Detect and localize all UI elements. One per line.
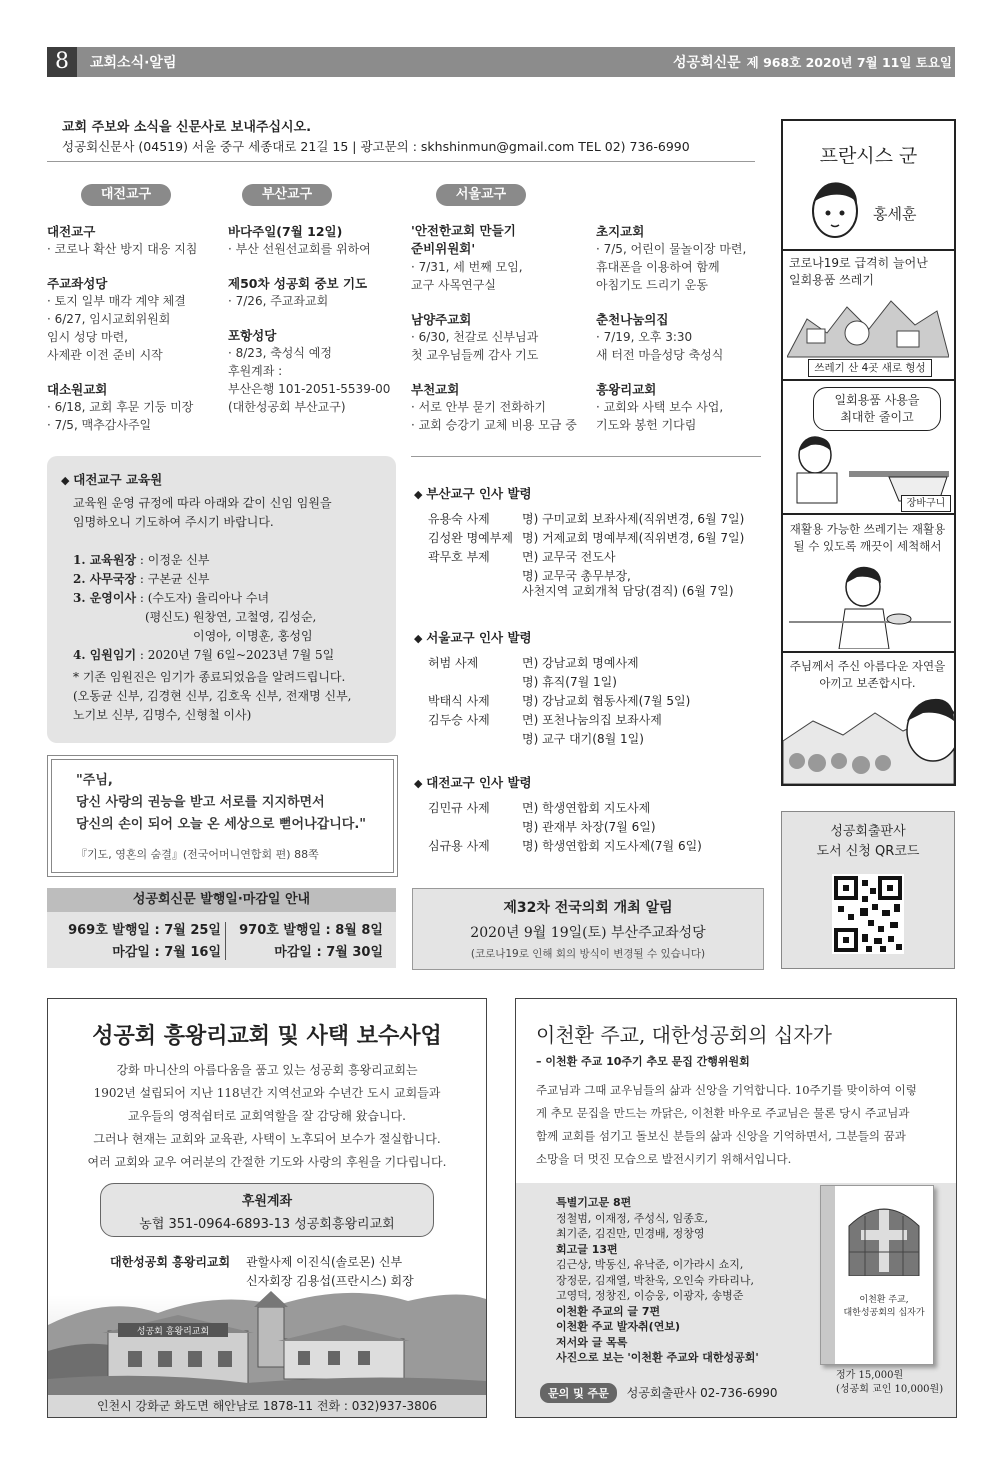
deadline-notice <box>47 888 396 968</box>
boy-face-icon <box>801 173 871 243</box>
stained-glass-icon <box>841 1196 927 1276</box>
table-row: 유용숙 사제 명) 구미교회 보좌사제(직위변경, 6월 7일) <box>428 512 745 526</box>
education-list: 1. 교육원장 : 이정운 신부 2. 사무국장 : 구본균 신부 3. 운영이사 : (수도자) 율리아나 수녀 (평신도) 원창연, 고철영, 김성순, 이영아, 이명훈, 홍성임 4. 임원임기 : 2020년 7월 6일~2023년 7월 5일 <box>73 553 335 662</box>
table-row: 명) 관재부 차장(7월 6일) <box>522 820 656 834</box>
table-row: 허범 사제 면) 강남교회 명예사제 <box>428 656 639 670</box>
news-item: 제50차 성공회 중보 기도 · 7/26, 주교좌교회 <box>228 276 368 308</box>
book-cover <box>820 1185 934 1365</box>
contact-line: 성공회신문사 (04519) 서울 중구 세종대로 21길 15 | 광고문의 : skhshinmun@gmail.com TEL 02) 736-6990 <box>62 139 690 154</box>
comic-strip <box>781 119 956 786</box>
divider <box>411 456 761 457</box>
ad1-account: 농협 351-0964-6893-13 성공회흥왕리교회 <box>139 1217 395 1232</box>
intro-line: 교회 주보와 소식을 신문사로 보내주십시오. <box>62 120 312 135</box>
deadline-969: 969호 발행일 : 7월 25일 마감일 : 7월 16일 <box>68 923 221 960</box>
qr-code-icon[interactable] <box>832 874 904 954</box>
pill-seoul: 서울교구 <box>436 184 526 206</box>
ad1-title: 성공회 흥왕리교회 및 사택 보수사업 <box>92 1023 442 1049</box>
news-item: 흥왕리교회 · 교회와 사택 보수 사업, 기도와 봉헌 기다림 <box>596 382 724 432</box>
nature-landscape-icon <box>783 691 954 784</box>
ad1-people: 관할사제 이진식(솔로몬) 신부 신자회장 김용섭(프란시스) 회장 <box>246 1255 414 1288</box>
comic-title: 프란시스 군 <box>819 145 918 167</box>
pill-busan: 부산교구 <box>242 184 332 206</box>
news-item: 대소원교회 · 6/18, 교회 후문 기둥 미장 · 7/5, 맥추감사주일 <box>47 382 194 432</box>
section-title: 교회소식·알림 <box>90 55 177 71</box>
assembly-date: 2020년 9월 19일(토) 부산주교좌성당 <box>470 925 706 941</box>
order-contact: 성공회출판사 02-736-6990 <box>626 1386 778 1400</box>
education-intro: 교육원 운영 규정에 따라 아래와 같이 신임 임원을 임명하오니 기도하여 주시기 바랍니다. <box>73 496 332 529</box>
page-number: 8 <box>47 47 77 77</box>
table-row: 심규용 사제 명) 학생연합회 지도사제(7월 6일) <box>428 839 702 853</box>
personnel-daejeon: ◆ 대전교구 인사 발령 김민규 사제 면) 학생연합회 지도사제 명) 관재부 차장(7월 6일) 심규용 사제 명) 학생연합회 지도사제(7월 6일) <box>414 773 764 856</box>
table-row: 명) 교무국 총무부장, 사천지역 교회개척 담당(겸직) (6월 7일) <box>522 569 734 598</box>
news-item: 남양주교회 · 6/30, 천갈로 신부님과 첫 교우님들께 감사 기도 <box>411 312 539 362</box>
news-item: 춘천나눔의집 · 7/19, 오후 3:30 새 터전 마을성당 축성식 <box>596 312 724 362</box>
news-column-3 <box>411 222 591 434</box>
assembly-note: (코로나19로 인해 회의 방식이 변경될 수 있습니다) <box>470 948 706 960</box>
news-item: 포항성당 · 8/23, 축성식 예정 후원계좌 : 부산은행 101-2051-5539-00 (대한성공회 부산교구) <box>228 328 391 414</box>
education-title: ◆ 대전교구 교육원 <box>61 470 162 488</box>
ad1-account-box <box>100 1183 434 1237</box>
table-row: 박태식 사제 명) 강남교회 협동사제(7월 5일) <box>428 694 691 708</box>
quote-source: 『기도, 영혼의 숨결』(전국어머니연합회 편) 88쪽 <box>76 848 319 861</box>
deadline-title: 성공회신문 발행일·마감일 안내 <box>47 888 396 912</box>
personnel-seoul: ◆ 서울교구 인사 발령 허범 사제 면) 강남교회 명예사제 명) 휴직(7월 1일) 박태식 사제 명) 강남교회 협동사제(7월 5일) 김두승 사제 면) 포천나눔의집 보좌사제 명) 교구 대기(8월 1일) <box>414 628 764 749</box>
news-item: 부천교회 · 서로 안부 묻기 전화하기 · 교회 승강기 교체 비용 모금 중 <box>411 382 577 432</box>
comic-author: 홍세훈 <box>873 205 917 223</box>
pill-daejeon: 대전교구 <box>81 184 171 206</box>
education-notice <box>47 456 396 743</box>
ad2-order <box>540 1383 778 1403</box>
masthead <box>673 52 952 72</box>
ad2-title: 이천환 주교, 대한성공회의 십자가 <box>536 1023 832 1047</box>
ad1-sign: 성공회 흥왕리교회 <box>136 1327 210 1337</box>
ad2-info-box <box>516 1183 956 1417</box>
panel1-tag: 쓰레기 산 4곳 새로 형성 <box>808 359 932 377</box>
trash-pile-icon <box>787 289 949 359</box>
church-photo <box>48 1255 486 1395</box>
table-row: 김성완 명예부제 명) 거제교회 명예부제(직위변경, 6월 7일) <box>428 531 745 545</box>
news-item: 초지교회 · 7/5, 어린이 물놀이장 마련, 휴대폰을 이용하여 함께 아침기도 드리기 운동 <box>596 224 747 292</box>
assembly-title: 제32차 전국의회 개최 알림 <box>503 900 673 916</box>
table-row: 명) 휴직(7월 1일) <box>522 675 617 689</box>
deadline-970: 970호 발행일 : 8월 8일 마감일 : 7월 30일 <box>239 923 383 960</box>
personnel-busan: ◆ 부산교구 인사 발령 유용숙 사제 명) 구미교회 보좌사제(직위변경, 6월 7일) 김성완 명예부제 명) 거제교회 명예부제(직위변경, 6월 7일) 곽무호 부제 면) 교무국 전도사 명) 교무국 총무부장, 사천지역 교회개척 담당(겸직) (6월 7일) <box>414 484 764 601</box>
book-price: 정가 15,000원 (성공회 교인 10,000원) <box>836 1370 944 1395</box>
panel1-caption: 코로나19로 급격히 늘어난 일회용품 쓰레기 <box>789 256 928 287</box>
book-title: 이천환 주교, 대한성공회의 십자가 <box>843 1295 925 1318</box>
table-row: 곽무호 부제 면) 교무국 전도사 <box>428 550 616 564</box>
news-column-4 <box>596 222 771 434</box>
ad1-body: 강화 마니산의 아름다움을 품고 있는 성공회 흥왕리교회는 1902년 설립되어 지난 118년간 지역선교와 수년간 도시 교회들과 교우들의 영적쉼터로 교회역할을 잘 감당해 왔습니다. 그러나 현재는 교회와 교육관, 사택이 노후되어 보수가 절실합니다. 여러 교회와 교우 여러분의 간절한 기도와 사랑의 후원을 기다립니다. <box>87 1063 447 1169</box>
ad-church-repair <box>47 998 487 1418</box>
quote-text: "주님, 당신 사랑의 권능을 받고 서로를 지지하면서 당신의 손이 되어 오늘 온 세상으로 뻗어나갑니다." <box>76 773 367 832</box>
ad2-toc: 특별기고문 8편 정철범, 이재정, 주성식, 임종호, 최기준, 김진만, 민경배, 정창영 회고글 13편 김근상, 박동신, 유낙준, 이가라시 쇼지, 장정문, 김재열, 박찬욱, 오인숙 카타리나, 고영덕, 정창진, 이승웅, 이광자, 송병준 이천환 주교의 글 7편 이천환 주교 발자취(연보) 저서와 글 목록 사진으로 보는 '이천환 주교와 대한성공회' <box>556 1196 759 1364</box>
divider <box>47 161 755 162</box>
education-note: * 기존 임원진은 임기가 종료되었음을 알려드립니다. (오동균 신부, 김경현 신부, 김호욱 신부, 전재명 신부, 노기보 신부, 김명수, 신형철 이사) <box>73 670 352 722</box>
shopping-person-icon <box>789 429 951 505</box>
panel2-tag: 장바구니 <box>901 495 951 512</box>
ad2-body: 주교님과 그때 교우님들의 삶과 신앙을 기억합니다. 10주기를 맞이하여 이렇 게 추모 문집을 만드는 까닭은, 이천환 바우로 주교님은 물론 당시 주교님과 함께 교회를 섬기고 돌보신 분들의 삶과 신앙을 기억하면서, 그분들의 꿈과 소망을 더 멋진 모습으로 발전시키기 위해서입니다. <box>536 1083 917 1166</box>
qr-notice <box>781 811 955 969</box>
ad1-account-title: 후원계좌 <box>241 1194 293 1209</box>
paper-name: 성공회신문 <box>673 55 741 71</box>
news-item: 주교좌성당 · 토지 일부 매각 계약 체결 · 6/27, 임시교회위원회 임시 성당 마련, 사제관 이전 준비 시작 <box>47 276 186 362</box>
panel4-caption: 주님께서 주신 아름다운 자연을 아끼고 보존합시다. <box>789 659 946 690</box>
ad1-address: 인천시 강화군 화도면 해안남로 1878-11 전화 : 032)937-3806 <box>48 1395 486 1417</box>
news-item: '안전한교회 만들기 준비위원회' · 7/31, 세 번째 모임, 교구 사목연구실 <box>411 223 523 292</box>
assembly-notice <box>412 888 764 970</box>
table-row: 김민규 사제 면) 학생연합회 지도사제 <box>428 801 651 815</box>
washing-person-icon <box>789 561 951 649</box>
issue-info: 제 968호 2020년 7월 11일 토요일 <box>746 55 952 70</box>
ad2-subtitle: – 이천환 주교 10주기 추모 문집 간행위원회 <box>536 1055 750 1068</box>
prayer-quote <box>47 755 398 877</box>
news-item: 바다주일(7월 12일) · 부산 선원선교회를 위하여 <box>228 224 371 256</box>
ad1-church: 대한성공회 흥왕리교회 <box>110 1255 231 1269</box>
order-label: 문의 및 주문 <box>540 1383 617 1403</box>
news-column-2 <box>228 222 408 416</box>
news-column-1 <box>47 222 227 434</box>
qr-text: 성공회출판사 도서 신청 QR코드 <box>816 824 920 859</box>
panel2-bubble: 일회용품 사용을 최대한 줄이고 <box>813 387 941 431</box>
panel3-caption: 재활용 가능한 쓰레기는 재활용 될 수 있도록 깨끗이 세척해서 <box>789 522 946 553</box>
news-item: 대전교구 · 코로나 확산 방지 대응 지침 <box>47 224 198 256</box>
table-row: 명) 교구 대기(8월 1일) <box>522 732 644 746</box>
table-row: 김두승 사제 면) 포천나눔의집 보좌사제 <box>428 713 662 727</box>
ad-book <box>515 998 957 1418</box>
